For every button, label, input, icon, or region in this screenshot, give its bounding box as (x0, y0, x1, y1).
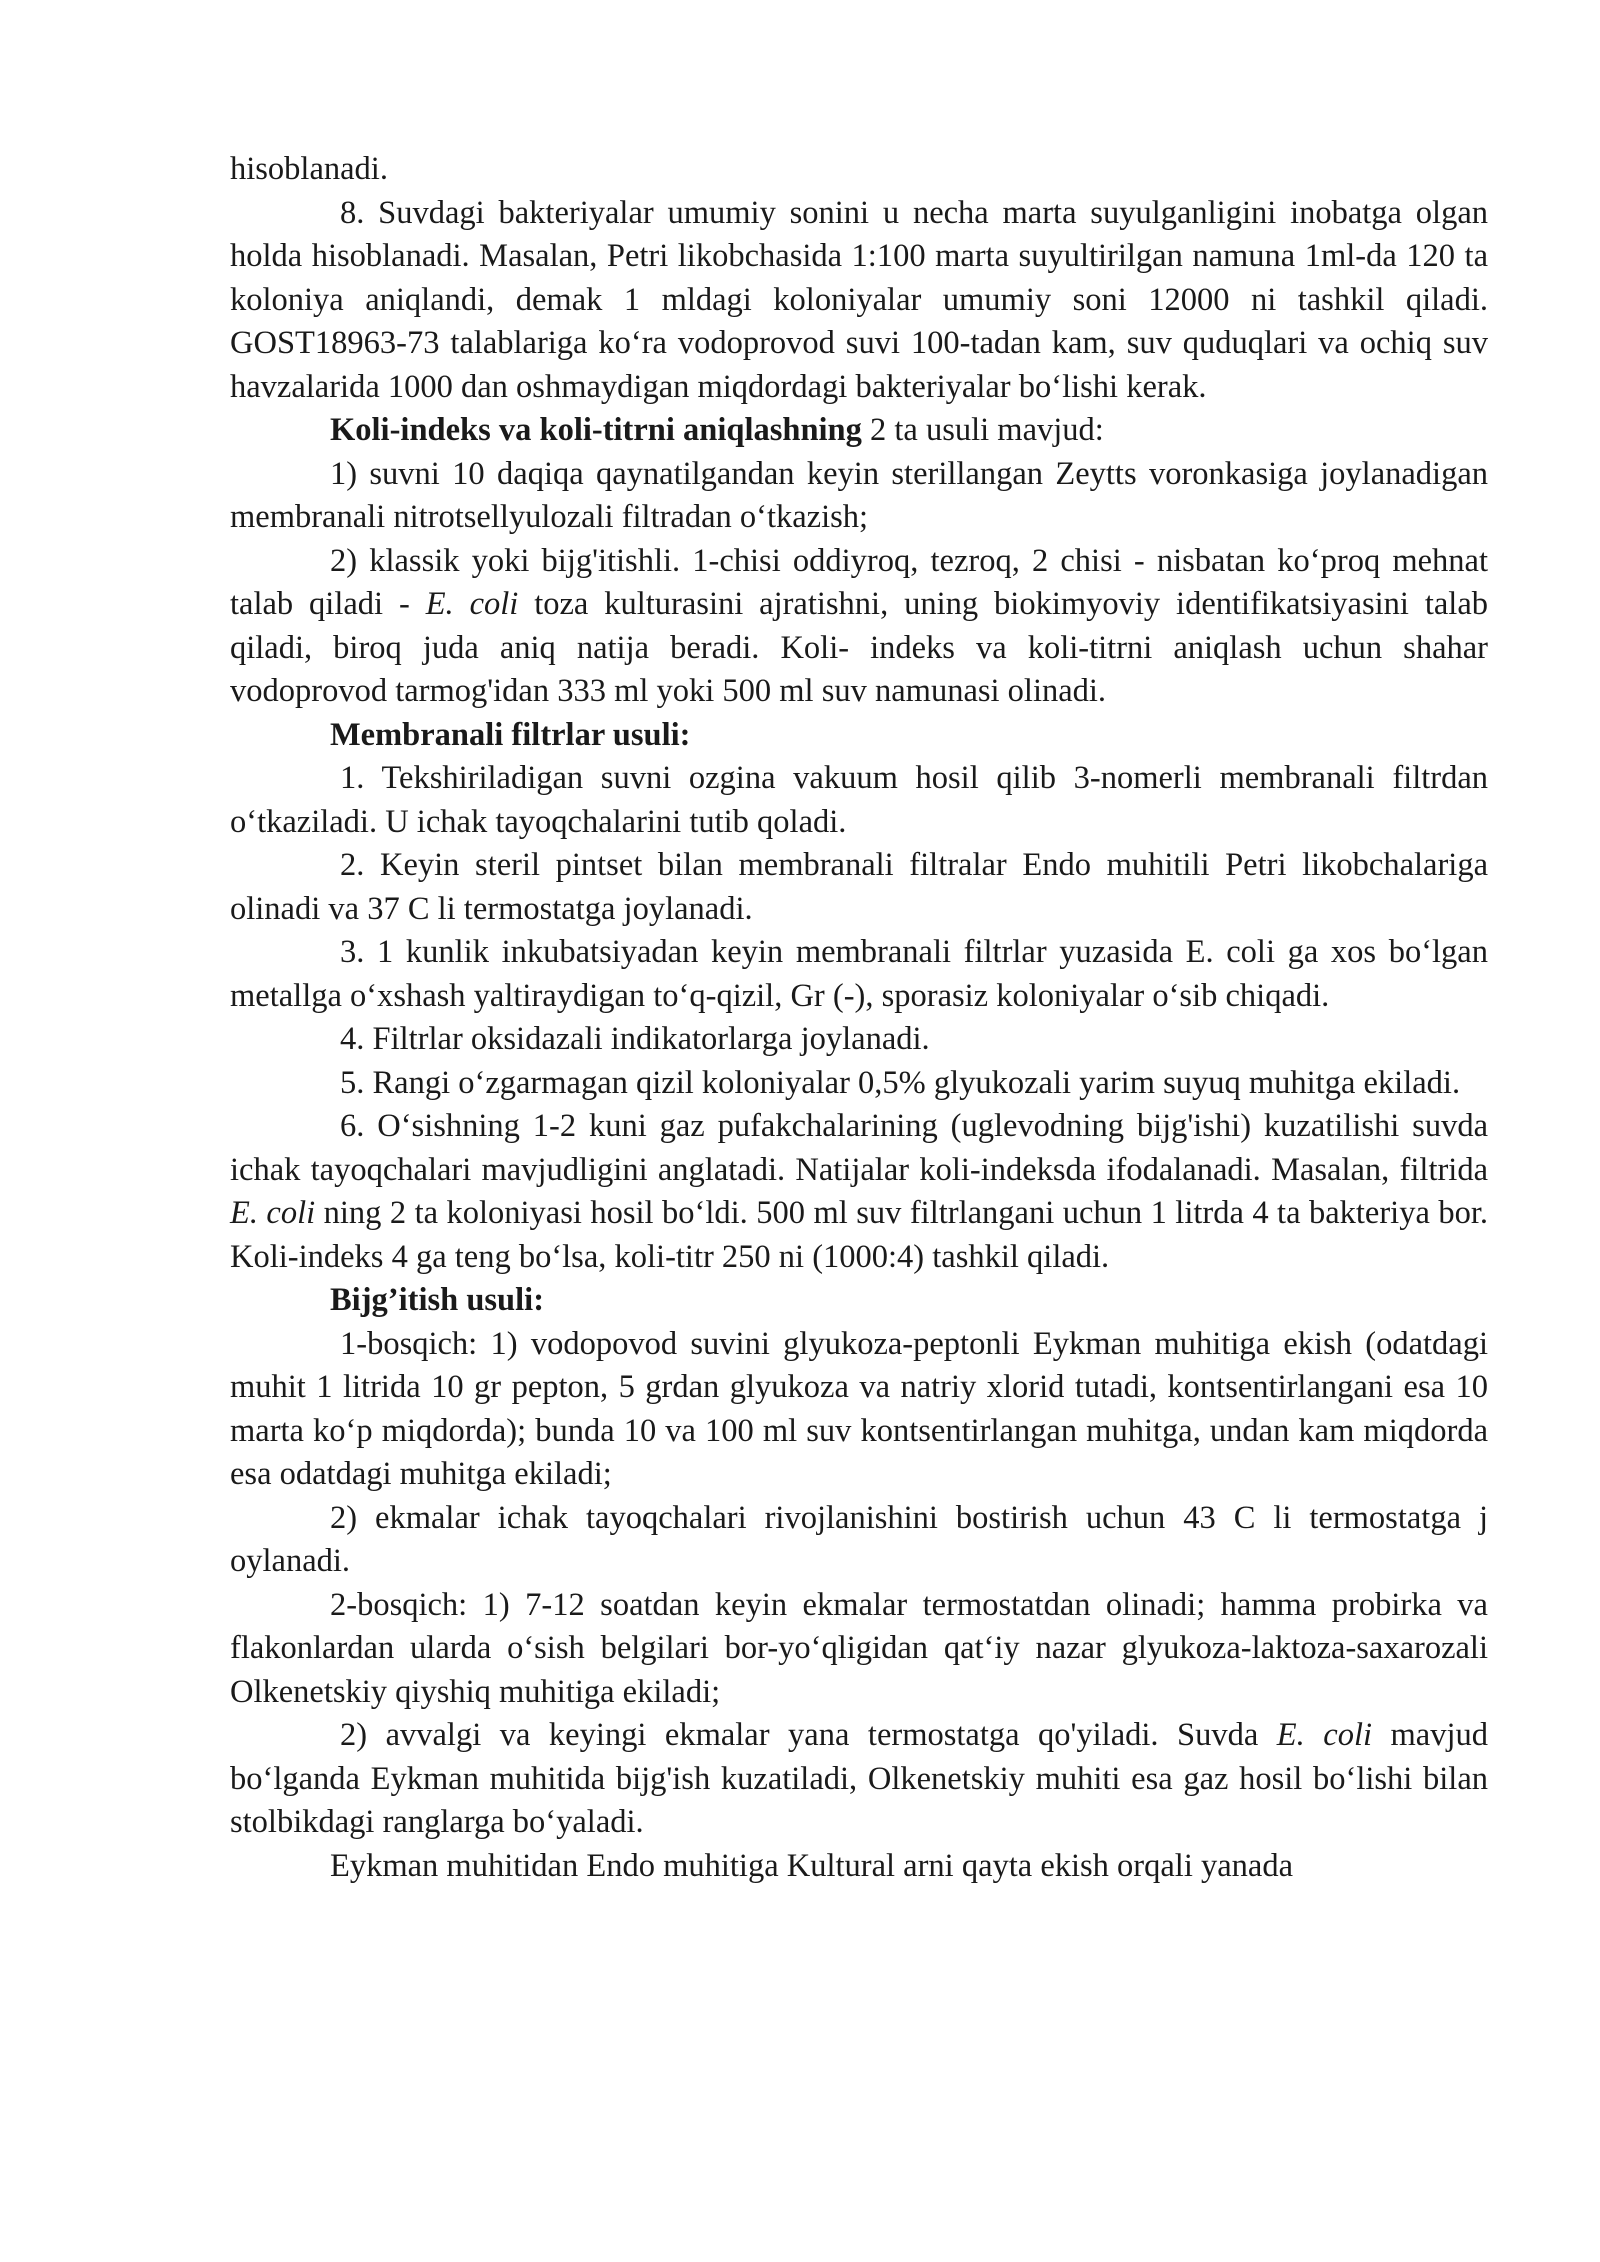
paragraph-method-1: 1) suvni 10 daqiqa qaynatilgandan keyin sterillangan Zeytts voronkasiga joylanadigan membranali nitrotsellyulozali filtradan o‘tkazish; (230, 455, 1488, 535)
paragraph-item-8: 8. Suvdagi bakteriyalar umumiy sonini u necha marta suyulganligini inobatga olgan holda hisoblanadi. Masalan, Petri likobchasida 1:100 marta suyultirilgan namuna 1ml-da 120 ta koloniya aniqlandi, demak 1 mldagi koloniyalar umumiy soni 12000 ni tashkil qiladi. GOST18963-73 talablariga ko‘ra vodoprovod suvi 100-tadan kam, suv quduqlari va ochiq suv havzalarida 1000 dan oshmaydigan miqdordagi bakteriyalar bo‘lishi kerak. (230, 194, 1488, 405)
list-item-2: 2. Keyin steril pintset bilan membranali filtralar Endo muhitili Petri likobchalariga olinadi va 37 C li termostatga joylanadi. (230, 847, 1488, 927)
paragraph-stage-2-step-2 (230, 1714, 1488, 1845)
paragraph-text: 2 ta usuli mavjud: (861, 412, 1104, 448)
list-item-4: 4. Filtrlar oksidazali indikatorlarga joylanadi. (340, 1021, 930, 1057)
species-name: E. coli (1276, 1717, 1373, 1753)
paragraph-stage-2: 2-bosqich: 1) 7-12 soatdan keyin ekmalar termostatdan olinadi; hamma probirka va flakonlardan ularda o‘sish belgilari bor-yo‘qligidan qat‘iy nazar glyukoza-laktoza-saxarozali Olkenetskiy qiyshiq muhitiga ekiladi; (230, 1586, 1488, 1710)
paragraph-stage-1-step-2: 2) ekmalar ichak tayoqchalari rivojlanishini bostirish uchun 43 C li termostatga j oylanadi. (230, 1499, 1488, 1579)
bold-term: Koli-indeks va koli-titrni aniqlashning (330, 412, 862, 448)
paragraph-text: mavjud bo‘lganda Eykman muhitida bijg'ish kuzatiladi, Olkenetskiy muhiti esa gaz hosil bo‘lishi bilan stolbikdagi ranglarga bo‘yaladi. (230, 1717, 1489, 1840)
paragraph-text: 2) avvalgi va keyingi ekmalar yana termostatga qo'yiladi. Suvda (340, 1717, 1277, 1753)
species-name: E. coli (230, 1195, 316, 1231)
list-item-5: 5. Rangi o‘zgarmagan qizil koloniyalar 0,5% glyukozali yarim suyuq muhitga ekiladi. (340, 1064, 1461, 1101)
paragraph-text: 6. O‘sishning 1-2 kuni gaz pufakchalarining (uglevodning bijg'ishi) kuzatilishi suvda ichak tayoqchalari mavjudligini anglatadi. Natijalar koli-indeksda ifodalanadi. Masalan, filtrida (230, 1108, 1488, 1188)
species-name: E. coli (425, 586, 519, 622)
paragraph-text: toza kulturasini ajratishni, uning biokimyoviy identifikatsiyasini talab qiladi, biroq juda aniq natija beradi. Koli- indeks va koli-titrni aniqlash uchun shahar vodoprovod tarmog'idan 333 ml yoki 500 ml suv namunasi olinadi. (230, 586, 1488, 709)
paragraph-method-2 (230, 540, 1488, 714)
list-item-6 (230, 1105, 1488, 1279)
section-heading-fermentation: Bijg’itish usuli: (330, 1282, 545, 1318)
paragraph-stage-1: 1-bosqich: 1) vodopovod suvini glyukoza-peptonli Eykman muhitiga ekish (odatdagi muhit 1 litrida 10 gr pepton, 5 grdan glyukoza va natriy xlorid tutadi, kontsentirlangani esa 10 marta ko‘p miqdorda); bunda 10 va 100 ml suv kontsentirlangan muhitga, undan kam miqdorda esa odatdagi muhitga ekiladi; (230, 1325, 1488, 1492)
paragraph-text: 2) klassik yoki bijg'itishli. 1-chisi oddiyroq, tezroq, 2 chisi - nisbatan ko‘proq mehnat talab qiladi - (230, 542, 1488, 622)
paragraph: hisoblanadi. (230, 151, 388, 187)
paragraph-final: Eykman muhitidan Endo muhitiga Kultural arni qayta ekish orqali yanada (330, 1847, 1294, 1884)
list-item-3: 3. 1 kunlik inkubatsiyadan keyin membranali filtrlar yuzasida E. coli ga xos bo‘lgan metallga o‘xshash yaltiraydigan to‘q-qizil, Gr (-), sporasiz koloniyalar o‘sib chiqadi. (230, 934, 1488, 1014)
paragraph-text: ning 2 ta koloniyasi hosil bo‘ldi. 500 ml suv filtrlangani uchun 1 litrda 4 ta bakteriya bor. Koli-indeks 4 ga teng bo‘lsa, koli-titr 250 ni (1000:4) tashkil qiladi. (230, 1195, 1488, 1275)
paragraph-methods-intro (230, 409, 1488, 453)
document-page (230, 148, 1488, 1888)
section-heading-membrane: Membranali filtrlar usuli: (330, 716, 691, 753)
list-item-1: 1. Tekshiriladigan suvni ozgina vakuum hosil qilib 3-nomerli membranali filtrdan o‘tkaziladi. U ichak tayoqchalarini tutib qoladi. (230, 760, 1488, 840)
